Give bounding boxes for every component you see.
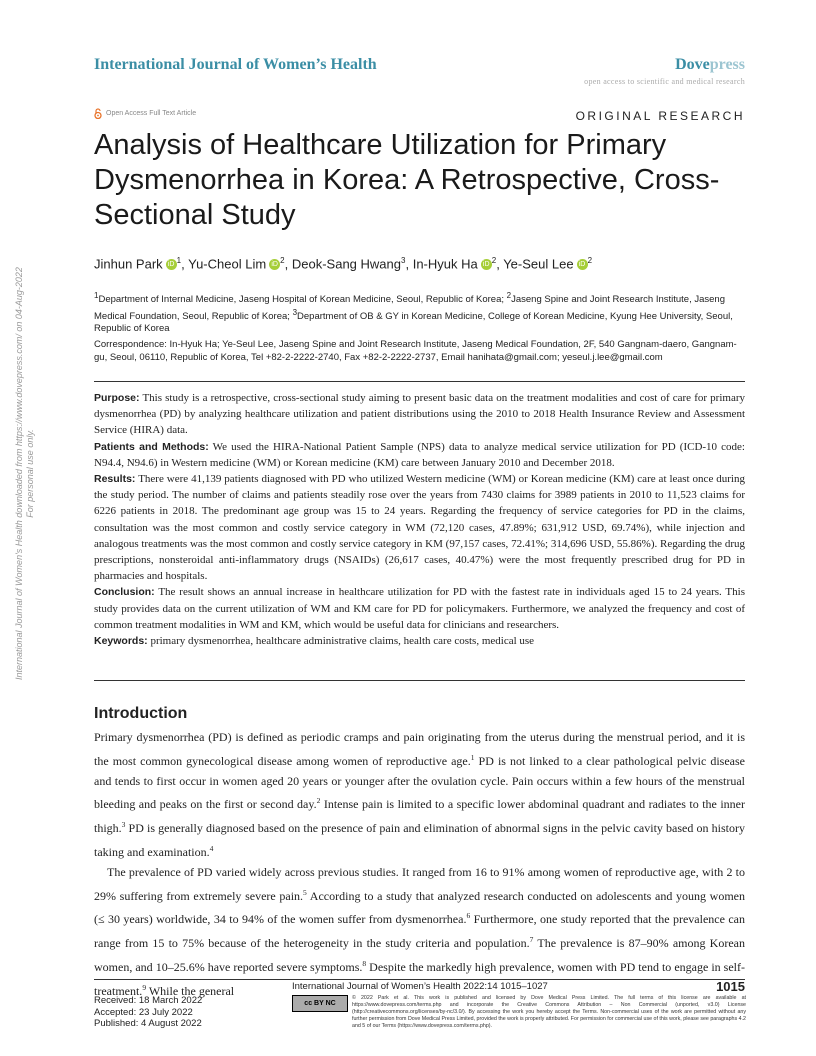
publication-dates [94, 995, 202, 1030]
license-block [292, 995, 746, 1030]
author-name: Yu-Cheol Lim [188, 256, 267, 272]
affiliation-number: 3 [292, 307, 298, 317]
abstract-text: This study is a retrospective, cross-sectional study aiming to present basic data on the treatment modalities and cost of care for primary dysmenorrhea (PD) by analyzing healthcare utilization and patient distributions using the 2010 to 2018 Health Insurance Review and Assessment Service (HIRA) data. [94, 392, 745, 437]
abstract-purpose [94, 390, 745, 439]
open-access-label [94, 108, 196, 119]
license-text: © 2022 Park et al. This work is published and licensed by Dove Medical Press Limited. The full terms of this license are available at https://www.dovepress.com/terms.php and incorporate the Creative Commons Attribution – Non Commercial (unported, v3.0) License (http://creativecommons.org/licenses/by-nc/3.0/). By accessing the work you hereby accept the Terms. Non-commercial uses of the work are permitted without any further permission from Dove Medical Press Limited, provided the work is properly attributed. For permission for commercial use of this work, please see paragraphs 4.2 and 5 of our Terms (https://www.dovepress.com/terms.php). [352, 995, 746, 1029]
text: PD is generally diagnosed based on the presence of pain and elimination of abnormal signs in the pelvic cavity based on history taking and examination. [94, 821, 745, 859]
affiliation-text: Department of OB & GY in Korean Medicine, College of Korean Medicine, Kyung Hee University, Seoul, Republic of Korea [94, 310, 733, 335]
watermark-line: International Journal of Women's Health downloaded from https://www.dovepress.com/ on 04-Aug-2022 [14, 267, 24, 680]
accepted-date: Accepted: 23 July 2022 [94, 1006, 193, 1018]
affiliations [94, 290, 746, 336]
author-affiliation: 2 [491, 256, 497, 265]
download-watermark [14, 267, 36, 680]
affiliation-text: Jaseng Spine and Joint Research Institute, Jaseng Medical Foundation, Seoul, Republic of Korea; [94, 294, 725, 322]
open-access-text: Open Access Full Text Article [106, 110, 197, 117]
author-name: Ye-Seul Lee [503, 256, 574, 272]
affiliation-number: 2 [506, 291, 512, 300]
publisher-accent: press [709, 56, 745, 73]
introduction-body [94, 728, 745, 1002]
reference-link[interactable]: 8 [362, 958, 367, 968]
reference-link[interactable]: 3 [121, 820, 126, 830]
abstract-label: Patients and Methods: [94, 440, 209, 453]
author-affiliation: 2 [280, 256, 285, 265]
published-date: Published: 4 August 2022 [94, 1018, 202, 1029]
publisher-logo[interactable] [584, 56, 745, 86]
page-number: 1015 [716, 979, 745, 994]
author-separator: , [496, 256, 500, 272]
author-name: Jinhun Park [94, 256, 163, 272]
abstract-methods [94, 439, 745, 471]
reference-link[interactable]: 9 [142, 982, 147, 992]
text: The prevalence of PD varied widely across previous studies. It ranged from 16 to 91% among women of reproductive age, with 2 to 29% suffering from extremely severe pain. [94, 864, 745, 903]
text: Furthermore, one study reported that the prevalence can range from 15 to 75% because of the heterogeneity in the study criteria and population. [94, 912, 745, 951]
creative-commons-icon[interactable]: cc BY NC [292, 995, 348, 1012]
affiliation-text: Department of Internal Medicine, Jaseng Hospital of Korean Medicine, Seoul, Republic of Korea; [98, 294, 507, 306]
article-type: ORIGINAL RESEARCH [575, 109, 745, 123]
abstract-keywords [94, 633, 745, 649]
abstract [94, 390, 745, 649]
reference-link[interactable]: 2 [316, 796, 321, 806]
abstract-label: Results: [94, 473, 136, 486]
author-name: Deok-Sang Hwang [291, 256, 401, 272]
paragraph [94, 728, 745, 863]
received-date: Received: 18 March 2022 [94, 995, 203, 1006]
footer-divider [94, 979, 745, 980]
footer-citation: International Journal of Women’s Health 2022:14 1015–1027 [292, 981, 548, 992]
reference-link[interactable]: 6 [466, 911, 471, 921]
abstract-text: There were 41,139 patients diagnosed with PD who utilized Western medicine (WM) or Korean medicine (KM) care at least once during the study period. The number of claims and patients steadily rose over the years from 7430 claims for 3989 patients in 2010 to 11,523 claims for 6226 patients in 2018. The predominant age group was 15 to 24 years. Regarding the frequency of service categories for PD in the claims, consultation was the most common and costly service category in WM (72,120 cases, 47.89%; 631,912 USD, 69.74%), while injection and analogous treatments was the most common and costly service category in KM (97,157 cases, 72.41%; 314,696 USD, 55.86%). Regarding the drug prescriptions, nonsteroidal anti-inflammatory drugs (NSAIDs) (26,617 cases, 40.47%) were the most frequently prescribed drug for PD in pharmacies and hospitals. [94, 473, 745, 583]
author-affiliation: 1 [176, 256, 182, 265]
author-list [94, 256, 744, 271]
watermark-line: For personal use only. [25, 429, 35, 518]
abstract-label: Conclusion: [94, 586, 155, 599]
author-separator: , [284, 256, 289, 272]
journal-name[interactable]: International Journal of Women’s Health [94, 56, 377, 73]
abstract-text: We used the HIRA-National Patient Sample (NPS) data to analyze medical service utilization for PD (ICD-10 code: N94.4, N94.6) in Western medicine (WM) or Korean medicine (KM) care between January 2010 and December 2018. [94, 440, 745, 469]
divider-bottom [94, 680, 745, 681]
author-name: In-Hyuk Ha [412, 256, 478, 272]
correspondence: Correspondence: In-Hyuk Ha; Ye-Seul Lee, Jaseng Spine and Joint Research Institute, Jaseng Medical Foundation, 2F, 540 Gangnam-daero, Gangnam-gu, Seoul, 06110, Republic of Korea, Tel +82-2-2222-2740, Fax +82-2-2222-2737, Email hanihata@gmail.com; yeseul.j.lee@gmail.com [94, 339, 737, 363]
abstract-text: The result shows an annual increase in healthcare utilization for PD with the fastest rate in individuals aged 15 to 24 years. This study provides data on the current utilization of WM and KM care for PD for policymakers. Furthermore, we analyzed the frequency and cost of common treatment modalities in WM and KM, which would be useful data for clinicians and researchers. [94, 586, 745, 631]
author-separator: , [405, 256, 410, 272]
reference-link[interactable]: 5 [303, 887, 307, 897]
article-title: Analysis of Healthcare Utilization for Primary Dysmenorrhea in Korea: A Retrospective, Cross-Sectional Study [94, 129, 720, 231]
orcid-icon[interactable]: iD [481, 259, 492, 270]
section-heading: Introduction [94, 705, 188, 722]
orcid-icon[interactable]: iD [577, 259, 588, 270]
text: The prevalence is 87–90% among Korean women, and 10–25.6% have reported severe symptoms. [94, 936, 745, 974]
abstract-text: primary dysmenorrhea, healthcare administrative claims, health care costs, medical use [147, 635, 535, 648]
affiliation-number: 1 [94, 291, 99, 300]
reference-link[interactable]: 1 [470, 752, 475, 762]
open-access-icon [94, 108, 102, 119]
author-affiliation: 3 [401, 256, 406, 265]
abstract-conclusion [94, 584, 745, 633]
text: While the general [146, 983, 235, 998]
publisher-tagline: open access to scientific and medical research [584, 77, 745, 86]
text: Primary dysmenorrhea (PD) is defined as periodic cramps and pain originating from the uterus during the menstrual period, and it is the most common gynecological disease among women of reproductive age. [94, 730, 745, 768]
divider-top [94, 381, 745, 382]
orcid-icon[interactable]: iD [269, 259, 280, 270]
abstract-results [94, 471, 745, 584]
abstract-label: Purpose: [94, 392, 140, 404]
author-affiliation: 2 [587, 256, 593, 265]
author-separator: , [181, 256, 185, 272]
text: According to a study that analyzed research conducted on adolescents and young women (≤ 30 years) worldwide, 34 to 94% of the women suffer from dysmenorrhea. [94, 888, 745, 927]
abstract-label: Keywords: [94, 635, 148, 648]
publisher-main: Dove [675, 56, 710, 73]
reference-link[interactable]: 4 [209, 843, 214, 853]
text: PD is not linked to a clear pathological pelvic disease and tends to first occur in women aged 20 years or younger after the ovulation cycle. Pain occurs within a few hours of the menstrual bleeding and peaks on the first or second day. [94, 753, 745, 812]
text: Intense pain is limited to a specific lower abdominal quadrant and radiates to the inner thigh. [94, 797, 745, 836]
text: Despite the markedly high prevalence, women with PD tend to engage in self-treatment. [94, 959, 746, 998]
reference-link[interactable]: 7 [529, 935, 534, 945]
orcid-icon[interactable]: iD [166, 259, 177, 270]
